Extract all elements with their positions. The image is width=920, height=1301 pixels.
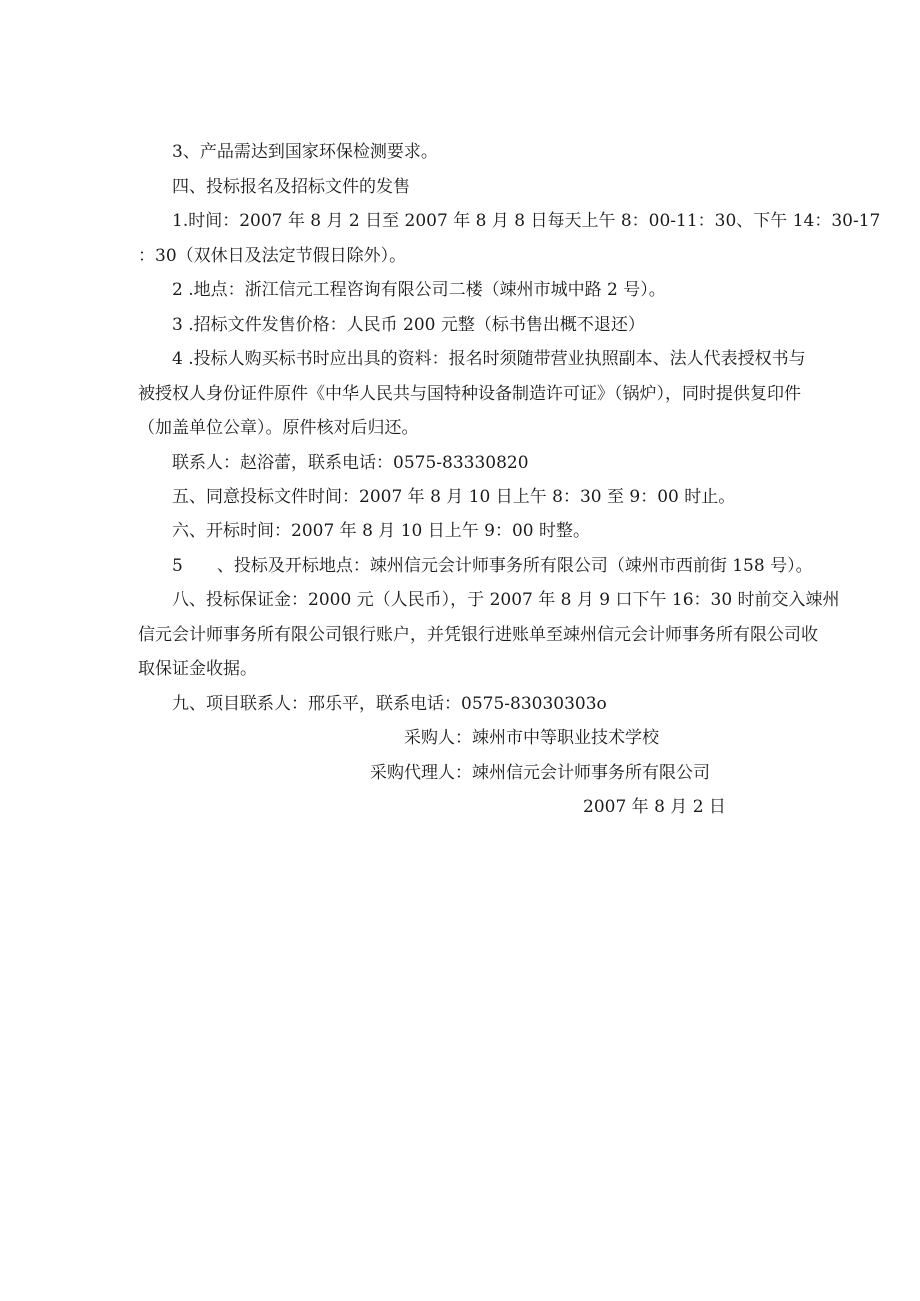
requirement-item-3: 3、产品需达到国家环保检测要求。: [172, 142, 438, 162]
sale-price: 3 .招标文件发售价格：人民币 200 元整（标书售出概不退还）: [172, 315, 645, 335]
section-heading-5: 五、同意投标文件时间：2007 年 8 月 10 日上午 8：30 至 9：00 时止。: [172, 487, 736, 507]
contact-person: 联系人：赵浴蕾，联系电话：0575-83330820: [172, 453, 529, 473]
required-documents-line-1: 4 .投标人购买标书时应出具的资料：报名时须随带营业执照副本、法人代表授权书与: [172, 349, 806, 369]
bid-deposit-line-2: 信元会计师事务所有限公司银行账户，并凭银行进账单至竦州信元会计师事务所有限公司收: [138, 625, 818, 645]
required-documents-line-3: （加盖单位公章）。原件核对后归还。: [138, 418, 419, 438]
bid-location: 5 、投标及开标地点：竦州信元会计师事务所有限公司（竦州市西前街 158 号）。: [172, 556, 813, 576]
bid-deposit-line-1: 八、投标保证金：2000 元（人民币），于 2007 年 8 月 9 口下午 16：30 时前交入竦州: [172, 590, 840, 610]
section-heading-4: 四、投标报名及招标文件的发售: [172, 177, 410, 197]
document-date: 2007 年 8 月 2 日: [583, 797, 726, 817]
sale-time-line-1: 1.时间：2007 年 8 月 2 日至 2007 年 8 月 8 日每天上午 8：00-11：30、下午 14：30-17: [172, 211, 881, 231]
purchaser-signature: 采购人：竦州市中等职业技术学校: [404, 728, 659, 748]
required-documents-line-2: 被授权人身份证件原件《中华人民共与国特种设备制造许可证》（锅炉），同时提供复印件: [138, 384, 801, 404]
section-heading-6: 六、开标时间：2007 年 8 月 10 日上午 9：00 时整。: [172, 521, 590, 541]
sale-location: 2 .地点：浙江信元工程咨询有限公司二楼（竦州市城中路 2 号）。: [172, 280, 666, 300]
sale-time-line-2: ：30（双休日及法定节假日除外）。: [138, 246, 407, 266]
bid-deposit-line-3: 取保证金收据。: [138, 659, 257, 679]
project-contact: 九、项目联系人：邢乐平，联系电话：0575-83030303o: [172, 694, 607, 714]
agent-signature: 采购代理人：竦州信元会计师事务所有限公司: [370, 763, 710, 783]
